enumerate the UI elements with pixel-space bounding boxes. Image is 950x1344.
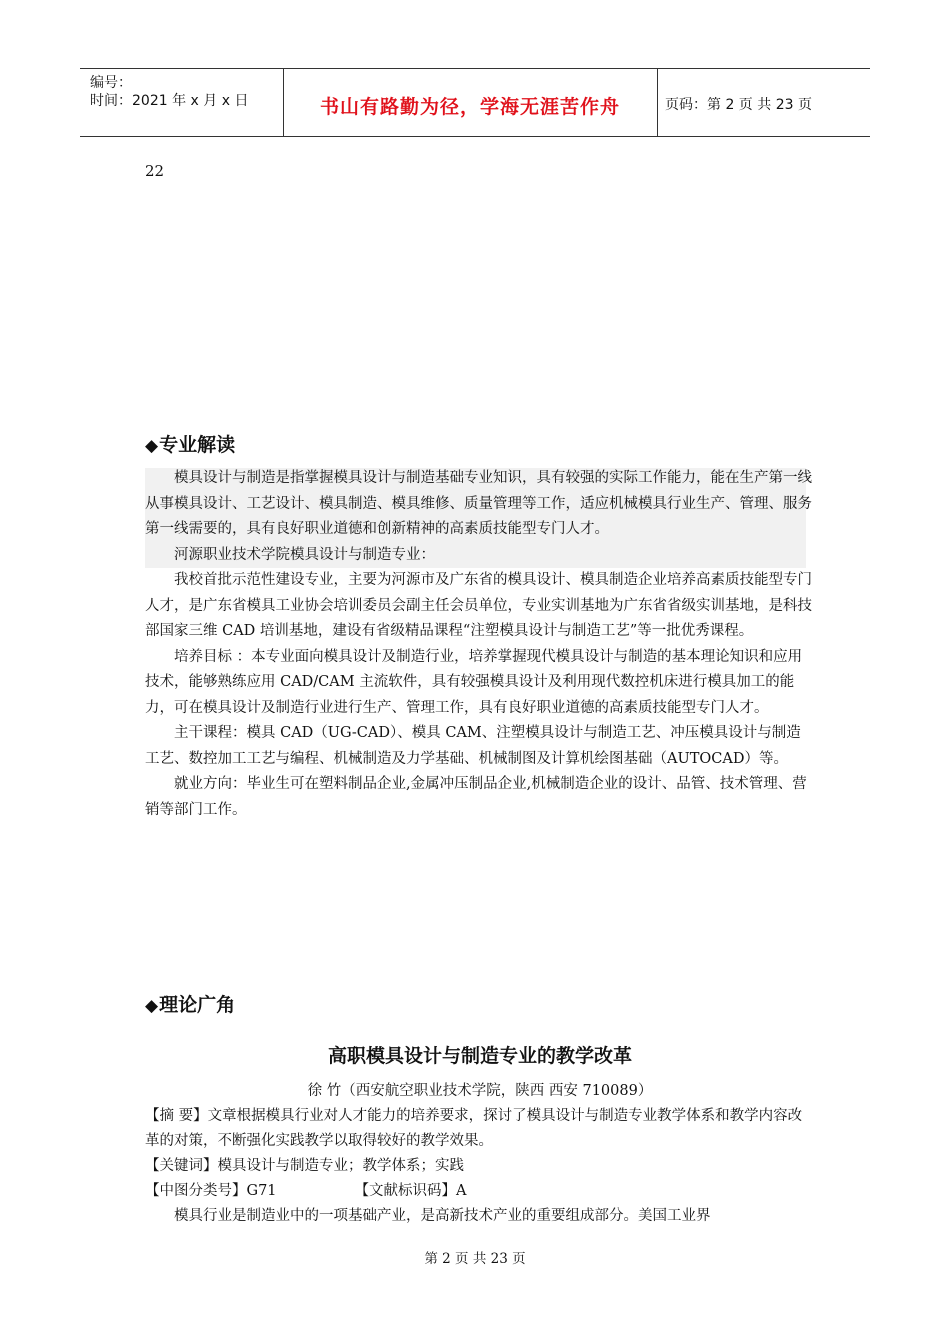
header-page-info: 页码：第 2 页 共 23 页 [665,97,812,113]
goal-paragraph: 培养目标 ：本专业面向模具设计及制造行业，培养掌握现代模具设计与制造的基本理论知识和应用技术，能够熟练应用 CAD/CAM 主流软件，具有较强模具设计及利用现代数控机床进行模具加工的能力，可在模具设计及制造行业进行生产、管理工作，具有良好职业道德的高素质技能型专门人才。 [145,648,803,716]
page-footer: 第 2 页 共 23 页 [424,1251,526,1267]
intro-paragraph: 模具设计与制造是指掌握模具设计与制造基础专业知识，具有较强的实际工作能力，能在生产第一线从事模具设计、工艺设计、模具制造、模具维修、质量管理等工作，适应机械模具行业生产、管理、服务第一线需要的，具有良好职业道德和创新精神的高素质技能型专门人才。 [145,470,812,537]
header-page-cell [657,69,870,136]
page-header [80,68,870,137]
document-code: 【文献标识码】A [354,1183,467,1199]
article-meta [145,1104,815,1229]
article-author: 徐 竹（西安航空职业技术学院，陕西 西安 710089） [307,1083,653,1099]
employment-paragraph: 就业方向：毕业生可在塑料制品企业,金属冲压制品企业,机械制造企业的设计、品管、技术管理、营销等部门工作。 [145,776,807,818]
section-title: 理论广角 [159,994,236,1016]
header-motto-cell [283,69,658,136]
section-heading-interpretation [145,430,235,457]
abstract: 【摘 要】文章根据模具行业对人才能力的培养要求，探讨了模具设计与制造专业教学体系和教学内容改革的对策，不断强化实践教学以取得较好的教学效果。 [145,1108,803,1149]
time-label: 时间：2021 年 x 月 x 日 [90,93,249,109]
school-paragraph: 河源职业技术学院模具设计与制造专业： [174,546,435,563]
article-title: 高职模具设计与制造专业的教学改革 [327,1045,632,1067]
school-desc-paragraph: 我校首批示范性建设专业，主要为河源市及广东省的模具设计、模具制造企业培养高素质技能型专门人才，是广东省模具工业协会培训委员会副主任会员单位，专业实训基地为广东省省级实训基地，是科技部国家三维 CAD 培训基地，建设有省级精品课程“注塑模具设计与制造工艺”等一批优秀课程。 [145,572,812,639]
section-title: 专业解读 [159,434,236,456]
section-heading-theory [145,990,235,1017]
article-body: 模具行业是制造业中的一项基础产业，是高新技术产业的重要组成部分。美国工业界 [174,1208,711,1224]
keywords: 【关键词】模具设计与制造专业；教学体系；实践 [145,1158,464,1174]
diamond-icon: ◆ [145,436,159,456]
clc-number: 【中图分类号】G71 [145,1183,277,1199]
classification-row [145,1179,815,1204]
header-motto: 书山有路勤为径，学海无涯苦作舟 [319,96,620,118]
section1-body [145,466,815,823]
number-label: 编号： [90,75,132,91]
diamond-icon: ◆ [145,996,159,1016]
header-meta-cell [80,69,284,136]
courses-paragraph: 主干课程：模具 CAD（UG-CAD）、模具 CAM、注塑模具设计与制造工艺、冲压模具设计与制造工艺、数控加工工艺与编程、机械制造及力学基础、机械制图及计算机绘图基础（AUTOCAD）等。 [145,725,801,767]
page-number-top: 22 [145,162,165,180]
